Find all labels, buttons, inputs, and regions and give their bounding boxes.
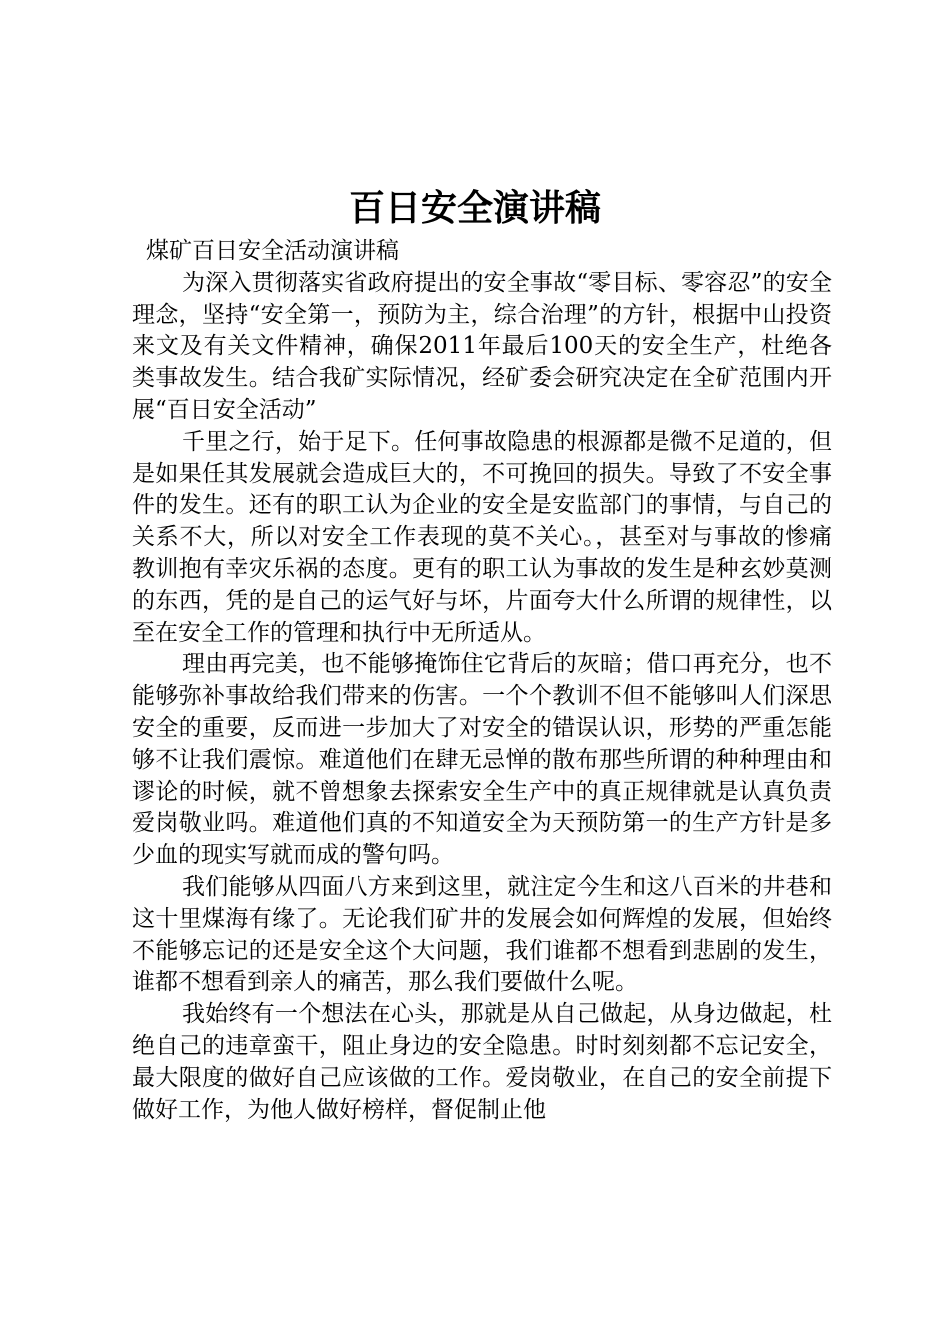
paragraph: 我始终有一个想法在心头，那就是从自己做起，从身边做起，杜绝自己的违章蛮干，阻止身边的安全隐患。时时刻刻都不忘记安全，最大限度的做好自己应该做的工作。爱岗敬业，在自己的安全前提下做好工作，为他人做好榜样，督促制止他 bbox=[132, 1001, 832, 1123]
document-title: 百日安全演讲稿 bbox=[348, 187, 601, 229]
document-body bbox=[132, 236, 832, 1126]
paragraph: 理由再完美，也不能够掩饰住它背后的灰暗；借口再充分，也不能够弥补事故给我们带来的伤害。一个个教训不但不能够叫人们深思安全的重要，反而进一步加大了对安全的错误认识，形势的严重怎能够不让我们震惊。难道他们在肆无忌惮的散布那些所谓的种种理由和谬论的时候，就不曾想象去探索安全生产中的真正规律就是认真负责爱岗敬业吗。难道他们真的不知道安全为天预防第一的生产方针是多少血的现实写就而成的警句吗。 bbox=[132, 651, 832, 869]
paragraph: 千里之行，始于足下。任何事故隐患的根源都是微不足道的，但是如果任其发展就会造成巨大的，不可挽回的损失。导致了不安全事件的发生。还有的职工认为企业的安全是安监部门的事情，与自己的关系不大，所以对安全工作表现的莫不关心。，甚至对与事故的惨痛教训抱有幸灾乐祸的态度。更有的职工认为事故的发生是种玄妙莫测的东西，凭的是自己的运气好与坏，片面夸大什么所谓的规律性，以至在安全工作的管理和执行中无所适从。 bbox=[132, 428, 832, 646]
document-subtitle: 煤矿百日安全活动演讲稿 bbox=[146, 238, 399, 264]
paragraph: 我们能够从四面八方来到这里，就注定今生和这八百米的井巷和这十里煤海有缘了。无论我们矿井的发展会如何辉煌的发展，但始终不能够忘记的还是安全这个大问题，我们谁都不想看到悲剧的发生，谁都不想看到亲人的痛苦，那么我们要做什么呢。 bbox=[132, 873, 832, 996]
paragraph: 为深入贯彻落实省政府提出的安全事故“零目标、零容忍”的安全理念，坚持“安全第一，预防为主，综合治理”的方针，根据中山投资来文及有关文件精神，确保2011年最后100天的安全生产，杜绝各类事故发生。结合我矿实际情况，经矿委会研究决定在全矿范围内开展“百日安全活动” bbox=[132, 269, 832, 423]
